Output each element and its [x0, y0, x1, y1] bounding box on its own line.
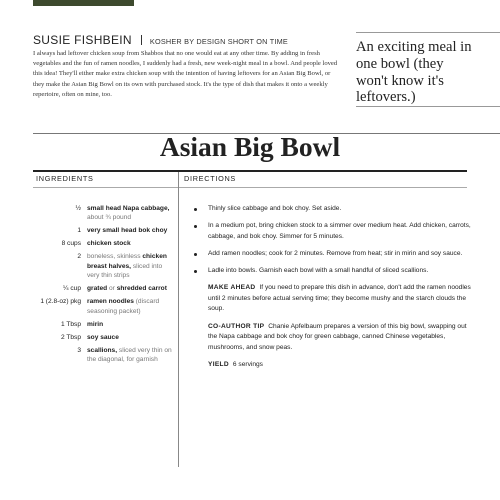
ingredient-note: or [107, 285, 117, 293]
ingredient-item [33, 333, 175, 342]
ingredient-name: chicken stock [87, 240, 131, 248]
note-label: YIELD [208, 361, 229, 369]
note-text: 6 servings [232, 361, 263, 369]
ingredient-item [33, 320, 175, 329]
author-name: SUSIE FISHBEIN [33, 33, 132, 47]
recipe-notes [194, 283, 472, 371]
ingredient-item [33, 204, 175, 223]
ingredient-quantity: 2 [77, 253, 81, 261]
ingredient-description [87, 226, 175, 235]
ingredient-quantity: 3 [77, 346, 81, 354]
pull-quote-rule-bottom [356, 106, 500, 107]
byline [33, 31, 288, 49]
column-divider [178, 172, 179, 467]
ingredient-note: sliced into very thin strips [87, 262, 163, 280]
ingredient-description [87, 204, 175, 223]
ingredient-note: (discard seasoning packet) [87, 298, 160, 315]
ingredient-description [87, 320, 175, 329]
ingredient-description [87, 333, 175, 342]
ingredient-item [33, 239, 175, 248]
ingredient-name: small head Napa cabbage, [87, 205, 170, 212]
ingredient-prefix: boneless, skinless [87, 253, 143, 261]
pull-quote-rule-top [356, 32, 500, 33]
intro-paragraph: I always had leftover chicken soup from Shabbos that no one would eat at any other time. By adding in fresh vegetables and the fun of ramen noodles, I suddenly had a fresh, new week-night meal in a bowl. And people loved this idea! They'll either make extra chicken soup with the intention of having leftovers for an Asian Big Bowl, or they make the Asian Big Bowl on its own with purchased stock. It's the type of dish that makes it onto a weekly repertoire, often on mine, too. [33, 50, 338, 98]
ingredient-quantity: 8 cups [61, 240, 81, 248]
direction-text: In a medium pot, bring chicken stock to a simmer over medium heat. Add chicken, carrots, cabbage, and bok choy. Simmer for 5 minutes. [208, 221, 471, 240]
directions-heading: DIRECTIONS [184, 174, 236, 183]
ingredient-note: about ¾ pound [87, 214, 131, 222]
direction-step [194, 204, 472, 215]
ingredient-description [87, 297, 175, 316]
directions-column [194, 204, 472, 377]
recipe-note [194, 283, 472, 315]
direction-text: Ladle into bowls. Garnish each bowl with a small handful of sliced scallions. [208, 266, 429, 274]
bullet-icon [194, 253, 197, 256]
ingredient-description [87, 252, 175, 280]
section-subheader-rule [33, 187, 467, 188]
ingredient-name: soy sauce [87, 333, 119, 341]
ingredient-name: mirin [87, 320, 104, 328]
ingredient-quantity: 1 (2.8-oz) pkg [40, 298, 81, 306]
note-text: Chanie Apfelbaum prepares a version of this big bowl, swapping out the Napa cabbage and bok choy for green cabbage, canned Chinese vegetables, mushrooms, and snow peas. [208, 322, 467, 352]
recipe-note [194, 322, 472, 354]
note-label: MAKE AHEAD [208, 283, 256, 291]
publication-name: KOSHER BY DESIGN SHORT ON TIME [149, 37, 288, 46]
direction-step [194, 266, 472, 277]
directions-steps [194, 204, 472, 277]
ingredient-description [87, 284, 175, 293]
ingredient-description [87, 346, 175, 365]
direction-step [194, 221, 472, 243]
direction-step [194, 249, 472, 260]
ingredient-quantity: ¼ cup [63, 285, 81, 293]
ingredient-name: grated [87, 285, 108, 293]
ingredient-note: sliced very thin on the diagonal, for garnish [87, 346, 172, 364]
ingredients-list [33, 204, 175, 368]
ingredient-name-alt: shredded carrot [116, 285, 167, 293]
bullet-icon [194, 270, 197, 273]
ingredient-item [33, 297, 175, 316]
bullet-icon [194, 208, 197, 211]
recipe-title: Asian Big Bowl [159, 131, 341, 162]
ingredient-quantity: ½ [75, 205, 81, 212]
ingredient-item [33, 226, 175, 235]
ingredients-heading: INGREDIENTS [36, 174, 94, 183]
ingredient-item [33, 252, 175, 280]
direction-text: Thinly slice cabbage and bok choy. Set aside. [208, 205, 342, 212]
byline-separator [141, 35, 142, 45]
ingredient-quantity: 1 [77, 227, 81, 235]
direction-text: Add ramen noodles; cook for 2 minutes. Remove from heat; stir in mirin and soy sauce. [208, 249, 463, 257]
section-header-rule [33, 170, 467, 172]
ingredient-quantity: 1 Tbsp [60, 320, 81, 328]
ingredient-quantity: 2 Tbsp [60, 333, 81, 341]
note-label: CO-AUTHOR TIP [208, 322, 265, 330]
ingredient-description [87, 239, 175, 248]
bullet-icon [194, 225, 197, 228]
ingredient-item [33, 284, 175, 293]
note-text: If you need to prepare this dish in advance, don't add the ramen noodles until 2 minutes before actual serving time; they become mushy and the starch clouds the soup. [208, 283, 471, 313]
top-accent-bar [33, 0, 134, 6]
ingredient-name: ramen noodles [87, 298, 134, 306]
recipe-note [194, 360, 472, 371]
ingredient-name: chicken breast halves, [87, 253, 167, 270]
ingredient-name: scallions, [87, 346, 118, 354]
ingredient-item [33, 346, 175, 365]
pull-quote: An exciting meal in one bowl (they won't know it's leftovers.) [356, 39, 472, 106]
ingredient-name: very small head bok choy [87, 227, 168, 235]
